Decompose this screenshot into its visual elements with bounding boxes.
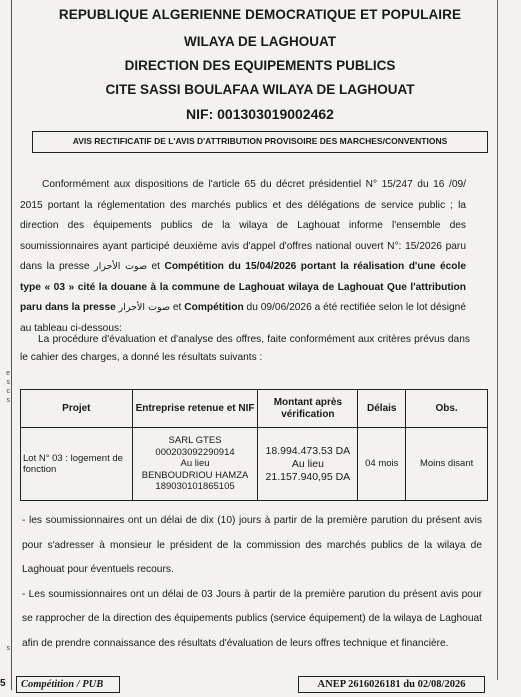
- header-wilaya: WILAYA DE LAGHOUAT: [183, 34, 336, 49]
- cell-montant: [258, 428, 358, 501]
- avis-title-box: [32, 131, 488, 153]
- newspaper-name-arabic: صوت الأحرار: [118, 302, 171, 313]
- cell-obs: Moins disant: [406, 428, 488, 501]
- header-republic: REPUBLIQUE ALGERIENNE DEMOCRATIQUE ET POPULAIRE: [58, 7, 462, 22]
- montant-line: Au lieu: [291, 457, 324, 470]
- bullet-evaluation: - Les soumissionnaires ont un délai de 03 Jours à partir de la première parution du présent avis pour se rapprocher de la direction des équipements publics (service équipement) de la wilaya de Laghouat afin de prendre connaissance des résultats d'évaluation de leurs offres technique et financière.: [22, 588, 482, 649]
- entreprise-line: 000203092290914: [155, 446, 235, 458]
- cell-projet: Lot N° 03 : logement de fonction: [21, 428, 133, 501]
- footer-anep-reference: ANEP 2616026181 du 02/08/2026: [298, 676, 485, 693]
- column-rule-left: [11, 0, 12, 690]
- margin-text-fragment: e: [6, 370, 10, 377]
- header-nif: NIF: 001303019002462: [186, 106, 334, 122]
- cell-entreprise: [132, 428, 258, 501]
- column-rule-right: [497, 0, 498, 680]
- margin-text-fragment: s: [6, 645, 10, 652]
- margin-text-fragment: s: [6, 379, 10, 386]
- header-montant: Montant après vérification: [258, 390, 358, 428]
- entreprise-line: Au lieu: [180, 458, 210, 470]
- montant-line: 18.994.473.53 DA: [265, 444, 351, 457]
- bullet-recours: - les soumissionnaires ont un délai de dix (10) jours à partir de la première parution du présent avis pour s'adresser à monsieur le président de la commission des marchés publics de la wilaya de Laghouat pour éventuels recours.: [22, 515, 482, 575]
- entreprise-line: BENBOUDRIOU HAMZA: [141, 469, 249, 481]
- newspaper-name: Compétition: [184, 302, 244, 313]
- paragraph-main: [20, 175, 466, 339]
- paragraph-text: Conformément aux dispositions de l'article 65 du décret présidentiel N° 15/247 du 16 /09/ 2015 portant la réglementation des marchés publics et des délégations de service public ; la direction des équipements publics de la wilaya de Laghouat informe l'ensemble des soumissionnaires ayant participé deuxième avis d'appel d'offres national ouvert N°: 15/2026 paru dans la presse: [20, 179, 466, 272]
- header-direction: DIRECTION DES EQUIPEMENTS PUBLICS: [124, 58, 396, 73]
- paragraph-text: du 15/04/2026 portant la réalisation d'une école type « 03 » cité la douane à la commune de Laghouat wilaya de Laghouat Que l'attribution paru dans la presse: [20, 261, 466, 313]
- paragraph-text: et: [147, 261, 165, 272]
- header-address: CITE SASSI BOULAFAA WILAYA DE LAGHOUAT: [105, 82, 415, 97]
- margin-text-fragment: c: [6, 388, 10, 395]
- margin-text-fragment: s: [6, 397, 10, 404]
- notice-bullets: [22, 509, 482, 656]
- table-row: [21, 428, 488, 501]
- paragraph-text: du 09/06/2026 a été rectifiée selon le lot désigné au tableau ci-dessous:: [20, 302, 466, 334]
- cell-delais: 04 mois: [358, 428, 406, 501]
- table-header-row: [21, 390, 488, 428]
- newspaper-name-arabic: صوت الأحرار: [94, 261, 148, 272]
- page-number-fragment: 5: [0, 678, 6, 689]
- entreprise-line: SARL GTES: [168, 435, 222, 447]
- entreprise-line: 189030101865105: [155, 481, 235, 493]
- header-entreprise: Entreprise retenue et NIF: [132, 390, 258, 428]
- paragraph-text: et: [170, 302, 185, 313]
- newspaper-name: Compétition: [164, 261, 224, 272]
- avis-title: AVIS RECTIFICATIF DE L'AVIS D'ATTRIBUTION PROVISOIRE DES MARCHES/CONVENTIONS: [72, 136, 448, 146]
- montant-line: 21.157.940,95 DA: [265, 470, 351, 483]
- header-obs: Obs.: [406, 390, 488, 428]
- paragraph-evaluation: La procédure d'évaluation et d'analyse des offres, faite conformément aux critères prévus dans le cahier des charges, a donné les résultats suivants :: [20, 334, 470, 363]
- results-table: [20, 389, 488, 501]
- header-delais: Délais: [358, 390, 406, 428]
- header-projet: Projet: [21, 390, 133, 428]
- footer-publication: Compétition / PUB: [16, 676, 120, 693]
